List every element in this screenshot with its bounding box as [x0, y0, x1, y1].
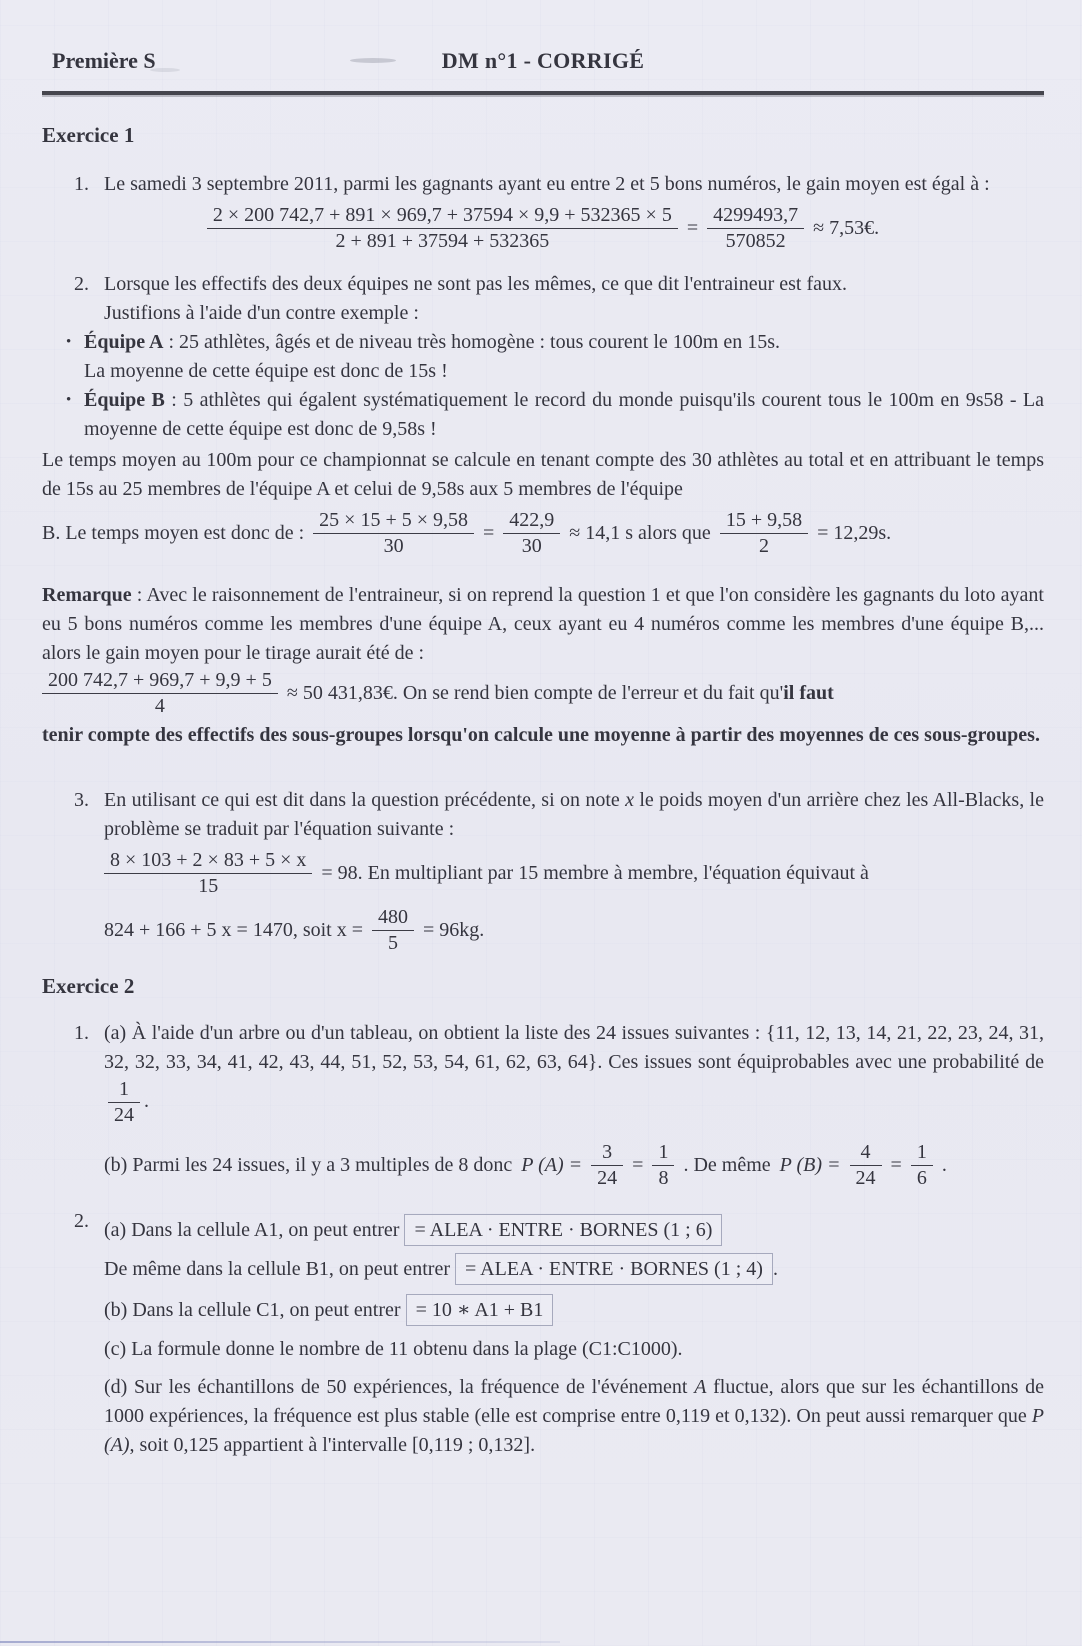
mean-fraction-3 [720, 508, 808, 559]
pa-fraction-2 [652, 1140, 674, 1191]
remark-fraction [42, 668, 278, 719]
mean-fraction-1 [313, 508, 474, 559]
team-b-bullet [42, 386, 1044, 444]
equals-sign: = [483, 522, 495, 544]
q3-after1: = 98. En multipliant par 15 membre à membre, l'équation équivaut à [321, 862, 869, 884]
mean-result: = 12,29s. [817, 522, 892, 544]
q1-fraction-2 [707, 203, 804, 254]
mean-prefix: B. Le temps moyen est donc de : [42, 522, 305, 544]
fraction-denominator: 6 [916, 1167, 927, 1189]
pa-fraction-1 [591, 1140, 623, 1191]
cell-a1-line [104, 1214, 1044, 1246]
fraction-numerator: 200 742,7 + 969,7 + 9,9 + 5 [42, 668, 278, 694]
probability-PB: P (B) = [779, 1154, 841, 1176]
remark-text: : Avec le raisonnement de l'entraineur, si on reprend la question 1 et que l'on considère les gagnants du loto ayant eu 5 bons numéros comme les membres d'une équipe A, ceux ayant eu 4 numéros comme les membres d'une équipe B,... alors le gain moyen pour le tirage aurait été de : [42, 584, 1044, 664]
variable-x: x [625, 789, 635, 811]
ex2-question-2 [42, 1207, 1044, 1460]
scan-speck [150, 68, 180, 72]
q1-number: 1. [74, 173, 89, 195]
fraction-denominator: 24 [855, 1167, 876, 1189]
team-a-line2: La moyenne de cette équipe est donc de 15s ! [84, 360, 448, 382]
q2d-text3: , soit 0,125 appartient à l'intervalle [0,119 ; 0,132]. [129, 1434, 536, 1456]
team-a-text [84, 328, 1044, 386]
q3-line3-pre: 824 + 166 + 5 x = 1470, soit x = [104, 919, 364, 941]
cell-b1-end: . [772, 1258, 778, 1280]
q2-mean-formula [42, 508, 1044, 559]
q2-line2: Justifions à l'aide d'un contre exemple : [104, 302, 419, 324]
q3-fraction-1 [104, 848, 312, 899]
fraction-denominator: 30 [521, 535, 542, 557]
q2-paragraph: Le temps moyen au 100m pour ce championnat se calcule en tenant compte des 30 athlètes au total et en attribuant le temps de 15s au 25 membres de l'équipe A et celui de 9,58s aux 5 membres de l'équipe [42, 449, 1044, 500]
cell-b1-line [104, 1253, 1044, 1285]
ex1-question-3 [42, 786, 1044, 844]
team-a-bullet [42, 328, 1044, 386]
fraction-numerator: 1 [911, 1140, 933, 1166]
ex2-q2-body [104, 1207, 1044, 1460]
fraction-denominator: 2 + 891 + 37594 + 532365 [335, 230, 550, 252]
cell-a1-text: (a) Dans la cellule A1, on peut entrer [104, 1219, 405, 1241]
ex2-q1b-mid: . De même [683, 1154, 771, 1176]
fraction-denominator: 24 [114, 1104, 134, 1126]
team-b-label: Équipe B [84, 389, 165, 411]
remark-paragraph [42, 581, 1044, 668]
q2-line1: Lorsque les effectifs des deux équipes ne sont pas les mêmes, ce que dit l'entraineur est faux. [104, 273, 847, 295]
q2d-text2: fluctue, alors que sur les échantillons de 1000 expériences, la fréquence est plus stable (elle est comprise entre 0,119 et 0,132). On peut aussi remarquer que [104, 1376, 1044, 1427]
scan-speck [350, 58, 396, 63]
remark-formula [42, 668, 1044, 719]
fraction-numerator: 3 [591, 1140, 623, 1166]
page-content [0, 46, 1082, 1460]
fraction-numerator: 2 × 200 742,7 + 891 × 969,7 + 37594 × 9,9 + 532365 × 5 [207, 203, 678, 229]
q1-fraction-1 [207, 203, 678, 254]
ex1-question-1 [42, 170, 1044, 199]
ex2-q1a-end: . [144, 1090, 149, 1113]
fraction-numerator: 15 + 9,58 [720, 508, 808, 534]
fraction-denominator: 15 [198, 875, 219, 897]
fraction-denominator: 4 [154, 695, 165, 717]
remark-after [287, 679, 834, 708]
fraction-numerator: 4299493,7 [707, 203, 804, 229]
q2-number: 2. [74, 273, 89, 295]
scanned-document-page [0, 46, 1082, 1646]
formula-box-a1: = ALEA · ENTRE · BORNES (1 ; 6) [404, 1214, 722, 1246]
bullet-icon: • [66, 334, 72, 350]
fraction-numerator: 1 [108, 1077, 140, 1103]
equals-sign: = [632, 1154, 644, 1176]
ex2-q2d-paragraph [104, 1373, 1044, 1460]
fraction-numerator: 1 [652, 1140, 674, 1166]
fraction-denominator: 570852 [725, 230, 786, 252]
page-header [42, 46, 1044, 75]
ex2-q1b-end: . [941, 1154, 947, 1176]
paper-edge-line [0, 1641, 560, 1643]
event-A: A [694, 1376, 707, 1398]
fraction-denominator: 5 [388, 932, 399, 954]
formula-box-c1: = 10 ∗ A1 + B1 [406, 1294, 554, 1326]
q3-text2: le poids moyen d'un arrière chez les All-Blacks, le problème se traduit par l'équation suivante : [104, 789, 1044, 840]
q1-text: Le samedi 3 septembre 2011, parmi les gagnants ayant eu entre 2 et 5 bons numéros, le gain moyen est égal à : [104, 173, 990, 195]
q1-result: ≈ 7,53€. [813, 217, 880, 239]
probability-fraction [108, 1077, 140, 1128]
fraction-denominator: 24 [597, 1167, 618, 1189]
fraction-numerator: 422,9 [503, 508, 560, 534]
ex2-q1b-line [104, 1140, 1044, 1191]
q3-fraction-2 [372, 905, 414, 956]
document-title: DM n°1 - CORRIGÉ [441, 48, 645, 73]
team-a-desc: : 25 athlètes, âgés et de niveau très homogène : tous courent le 100m en 15s. [163, 331, 780, 353]
probability-PA: P (A) = [521, 1154, 583, 1176]
fraction-numerator: 4 [850, 1140, 882, 1166]
fraction-denominator: 8 [658, 1167, 669, 1189]
equals-sign: = [890, 1154, 902, 1176]
q3-solution-line [104, 905, 1044, 956]
pb-fraction-1 [850, 1140, 882, 1191]
q3-equation [104, 848, 1044, 899]
q3-line3-post: = 96kg. [423, 919, 485, 941]
cell-c1-text: (b) Dans la cellule C1, on peut entrer [104, 1299, 406, 1321]
remark-bold-conclusion: tenir compte des effectifs des sous-groupes lorsqu'on calcule une moyenne à partir des moyennes de ces sous-groupes. [42, 724, 1040, 746]
fraction-denominator: 30 [383, 535, 404, 557]
ex1-question-2 [42, 270, 1044, 328]
equals-sign: = [686, 217, 699, 239]
team-b-text [84, 386, 1044, 444]
ex2-question-1 [42, 1019, 1044, 1128]
bullet-icon: • [66, 392, 72, 408]
team-a-label: Équipe A [84, 331, 164, 353]
q3-number: 3. [74, 789, 89, 811]
remark-after-text: ≈ 50 431,83€. On se rend bien compte de l'erreur et du fait qu' [286, 682, 784, 704]
q3-text [104, 786, 1044, 844]
class-label: Première S [52, 48, 156, 73]
header-rule [42, 91, 1044, 95]
pb-fraction-2 [911, 1140, 933, 1191]
ex2-q1a-text [104, 1019, 1044, 1128]
ex2-q2c-line: (c) La formule donne le nombre de 11 obtenu dans la plage (C1:C1000). [104, 1338, 683, 1360]
ex2-q1b-text: (b) Parmi les 24 issues, il y a 3 multiples de 8 donc [104, 1154, 513, 1176]
exercise-1-heading: Exercice 1 [42, 123, 135, 147]
q2-text [104, 270, 1044, 328]
remark-label: Remarque [42, 584, 132, 606]
team-b-desc: : 5 athlètes qui égalent systématiquement le record du monde puisqu'ils courent tous le 100m en 9s58 - La moyenne de cette équipe est donc de 9,58s ! [84, 389, 1044, 440]
fraction-denominator: 2 [758, 535, 769, 557]
q3-text1: En utilisant ce qui est dit dans la question précédente, si on note [104, 789, 626, 811]
q2d-text1: (d) Sur les échantillons de 50 expériences, la fréquence de l'événement [104, 1376, 695, 1398]
fraction-numerator: 8 × 103 + 2 × 83 + 5 × x [104, 848, 312, 874]
fraction-numerator: 25 × 15 + 5 × 9,58 [313, 508, 474, 534]
probability-PA-mention: P (A) [104, 1405, 1044, 1456]
remark-bold-inline: il faut [783, 682, 834, 704]
cell-c1-line [104, 1294, 1044, 1326]
ex2-q2-number: 2. [74, 1210, 89, 1232]
cell-b1-text: De même dans la cellule B1, on peut entrer [104, 1258, 455, 1280]
formula-box-b1: = ALEA · ENTRE · BORNES (1 ; 4) [455, 1253, 773, 1285]
ex2-q1-number: 1. [74, 1022, 89, 1044]
mean-fraction-2 [503, 508, 560, 559]
fraction-numerator: 480 [372, 905, 414, 931]
mean-approx: ≈ 14,1 s alors que [569, 522, 711, 544]
q1-formula [42, 203, 1044, 254]
exercise-2-heading: Exercice 2 [42, 974, 135, 998]
ex2-q1a-body: (a) À l'aide d'un arbre ou d'un tableau, on obtient la liste des 24 issues suivantes : {11, 12, 13, 14, 21, 22, 23, 24, 31, 32, 32, 33, 34, 41, 42, 43, 44, 51, 52, 53, 54, 61, 62, 63, 64}. Ces issues sont équiprobables avec une probabilité de [104, 1022, 1044, 1073]
